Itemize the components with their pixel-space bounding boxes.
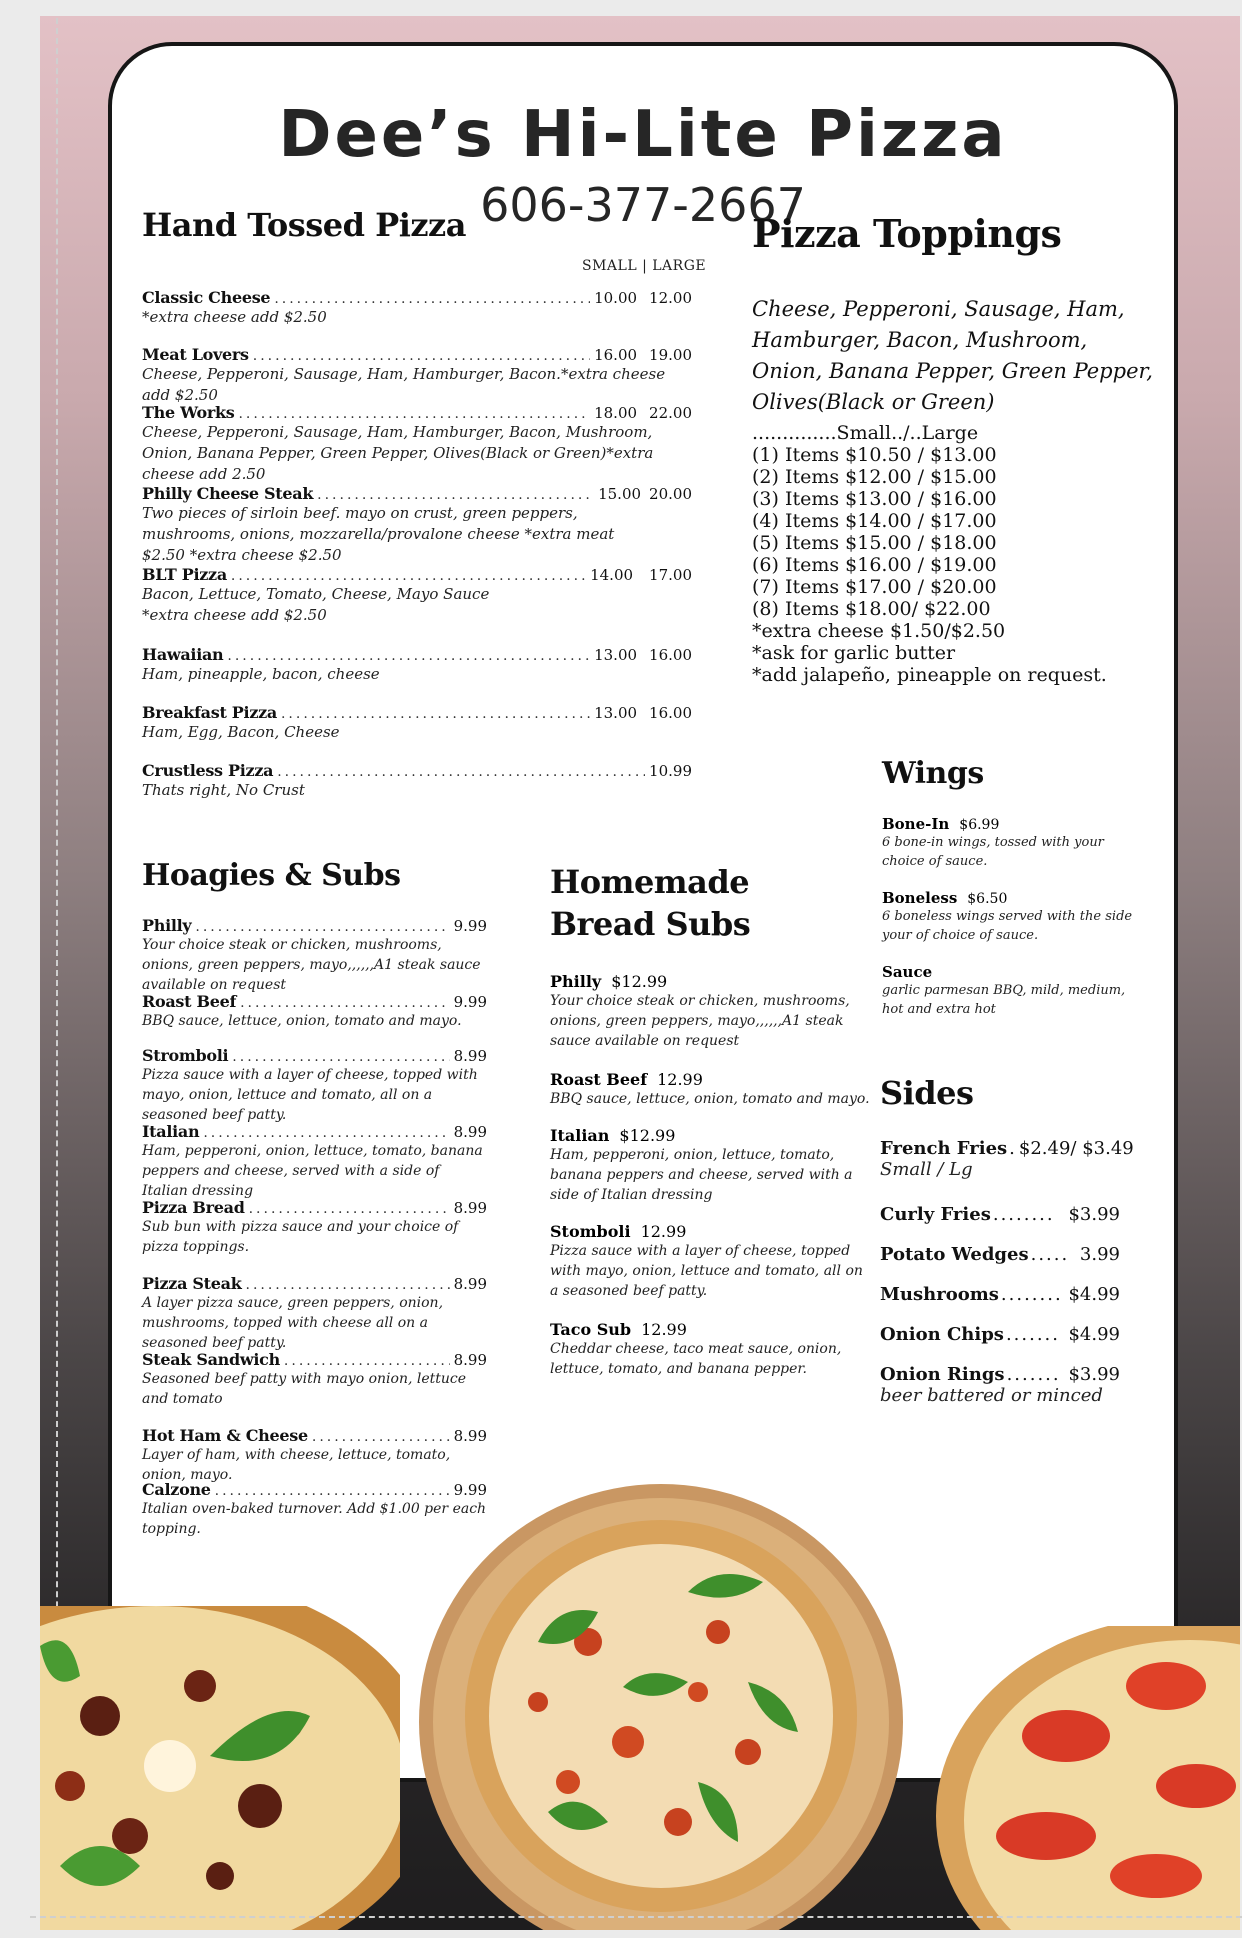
- item-price: 8.99: [453, 1427, 487, 1445]
- item-description: Pizza sauce with a layer of cheese, topped with mayo, onion, lettuce and tomato, all on a seasoned beef patty.: [550, 1243, 863, 1299]
- menu-item: [142, 1198, 487, 1274]
- menu-item: [142, 403, 692, 485]
- toppings-line: ..............Small../..Large: [752, 422, 979, 444]
- item-price-small: 18.00: [594, 404, 638, 422]
- item-price-large: 20.00: [649, 485, 692, 503]
- item-price-large: 17.00: [649, 566, 692, 584]
- item-price-large: 12.00: [649, 289, 692, 307]
- item-description-extra: *extra cheese add $2.50: [142, 606, 327, 624]
- item-name: Taco Sub: [550, 1320, 632, 1339]
- page-guide-line-bottom: [30, 1916, 1242, 1918]
- item-name: French Fries: [880, 1138, 1008, 1159]
- item-price: 9.99: [453, 993, 487, 1011]
- restaurant-title: Dee’s Hi-Lite Pizza: [278, 98, 1008, 172]
- menu-item: [880, 1204, 1120, 1244]
- item-description: Ham, pepperoni, onion, lettuce, tomato, banana peppers and cheese, served with a side of Italian dressing: [550, 1147, 853, 1203]
- item-name: The Works: [142, 403, 235, 422]
- item-name: Roast Beef: [142, 992, 237, 1011]
- item-description: 6 boneless wings served with the side your of choice of sauce.: [882, 909, 1133, 943]
- item-name: Pizza Bread: [142, 1198, 245, 1217]
- menu-item: [880, 1364, 1120, 1407]
- item-name: Crustless Pizza: [142, 761, 274, 780]
- item-description: Ham, Egg, Bacon, Cheese: [142, 723, 340, 741]
- item-leader: .: [1009, 1138, 1017, 1159]
- item-price: 8.99: [453, 1199, 487, 1217]
- item-price: $12.99: [611, 972, 668, 991]
- item-name: Onion Chips: [880, 1324, 1004, 1345]
- item-price: 9.99: [453, 917, 487, 935]
- item-name: Potato Wedges: [880, 1244, 1029, 1265]
- item-price: $4.99: [1068, 1324, 1120, 1345]
- item-description: 6 bone-in wings, tossed with your choice of sauce.: [882, 835, 1104, 869]
- item-price-small: 14.00: [590, 566, 634, 584]
- item-description: Small / Lg: [880, 1159, 973, 1180]
- item-price-small: 10.00: [594, 289, 638, 307]
- item-price: $2.49/ $3.49: [1018, 1138, 1134, 1159]
- menu-item: [882, 814, 1142, 871]
- item-price: 9.99: [453, 1481, 487, 1499]
- menu-item: [550, 1320, 870, 1379]
- item-name: Philly Cheese Steak: [142, 484, 314, 503]
- item-name: Philly: [550, 972, 602, 991]
- item-price: 8.99: [453, 1351, 487, 1369]
- bread-subs-list: [550, 972, 870, 1379]
- menu-item: [882, 962, 1142, 1019]
- toppings-list: Cheese, Pepperoni, Sausage, Ham, Hamburger, Bacon, Mushroom, Onion, Banana Pepper, Green Pepper, Olives(Black or Green): [752, 297, 1153, 414]
- menu-item: [142, 1122, 487, 1198]
- item-name: Italian: [142, 1122, 200, 1141]
- item-description: Cheese, Pepperoni, Sausage, Ham, Hamburger, Bacon.*extra cheese add $2.50: [142, 365, 666, 404]
- item-leader: .....: [1030, 1244, 1070, 1265]
- item-price-large: 16.00: [649, 646, 692, 664]
- menu-item: [142, 992, 487, 1046]
- item-name: Curly Fries: [880, 1204, 991, 1225]
- menu-item: [142, 761, 692, 801]
- item-description: Bacon, Lettuce, Tomato, Cheese, Mayo Sauce: [142, 585, 490, 603]
- item-leader: ........: [992, 1204, 1055, 1225]
- menu-item: [142, 1274, 487, 1350]
- menu-item: [142, 1350, 487, 1426]
- item-description: Two pieces of sirloin beef. mayo on crust, green peppers, mushrooms, onions, mozzarella/provalone cheese *extra meat $2.50 *extra cheese $2.50: [142, 504, 615, 564]
- item-description: garlic parmesan BBQ, mild, medium, hot and extra hot: [882, 983, 1126, 1017]
- menu-item: [550, 1070, 870, 1126]
- menu-item: [142, 645, 692, 685]
- item-name: Pizza Steak: [142, 1274, 242, 1293]
- item-description: Pizza sauce with a layer of cheese, topped with mayo, onion, lettuce and tomato, all on a seasoned beef patty.: [142, 1067, 478, 1123]
- item-name: Meat Lovers: [142, 345, 249, 364]
- item-name: BLT Pizza: [142, 565, 227, 584]
- item-price: 12.99: [657, 1070, 703, 1089]
- item-price-small: 15.00: [598, 485, 642, 503]
- item-price-large: 19.00: [649, 346, 692, 364]
- item-price: 12.99: [641, 1320, 687, 1339]
- sides-heading: Sides: [880, 1074, 974, 1112]
- menu-item: [882, 888, 1142, 945]
- toppings-line: *ask for garlic butter: [752, 642, 956, 664]
- item-description: BBQ sauce, lettuce, onion, tomato and mayo.: [142, 1013, 462, 1029]
- item-description: Ham, pineapple, bacon, cheese: [142, 665, 380, 683]
- toppings-heading: Pizza Toppings: [752, 211, 1062, 256]
- item-name: Onion Rings: [880, 1364, 1005, 1385]
- item-name: Philly: [142, 916, 192, 935]
- toppings-line: (3) Items $13.00 / $16.00: [752, 488, 997, 510]
- hoagies-heading: Hoagies & Subs: [142, 858, 401, 893]
- menu-item: [880, 1324, 1120, 1364]
- item-name: Italian: [550, 1126, 610, 1145]
- toppings-line: (2) Items $12.00 / $15.00: [752, 466, 997, 488]
- item-description: Your choice steak or chicken, mushrooms, onions, green peppers, mayo,,,,,,A1 steak sauce available on request: [550, 993, 850, 1049]
- item-price: 12.99: [640, 1222, 687, 1241]
- item-name: Roast Beef: [550, 1070, 648, 1089]
- menu-item: [142, 288, 692, 328]
- menu-item: [550, 1126, 870, 1222]
- item-price: $6.99: [959, 817, 1000, 833]
- item-leader: ........: [1000, 1284, 1063, 1305]
- item-price-large: 22.00: [649, 404, 692, 422]
- item-price: $3.99: [1068, 1204, 1120, 1225]
- item-description: beer battered or minced: [880, 1385, 1103, 1406]
- item-price: 3.99: [1079, 1244, 1120, 1265]
- item-name: Steak Sandwich: [142, 1350, 280, 1369]
- item-price-small: 16.00: [594, 346, 638, 364]
- menu-item: [550, 1222, 870, 1320]
- phone-number: 606-377-2667: [480, 178, 806, 232]
- item-price: 8.99: [453, 1047, 487, 1065]
- item-name: Mushrooms: [880, 1284, 999, 1305]
- item-name: Stromboli: [142, 1046, 229, 1065]
- toppings-line: (7) Items $17.00 / $20.00: [752, 576, 997, 598]
- menu-item: [142, 565, 692, 626]
- item-description: Cheddar cheese, taco meat sauce, onion, lettuce, tomato, and banana pepper.: [550, 1341, 842, 1377]
- menu-item: [142, 345, 692, 406]
- item-description: Ham, pepperoni, onion, lettuce, tomato, banana peppers and cheese, served with a side of Italian dressing: [142, 1143, 483, 1199]
- hoagies-list: [142, 916, 487, 1539]
- toppings-line: (4) Items $14.00 / $17.00: [752, 510, 997, 532]
- item-name: Calzone: [142, 1480, 211, 1499]
- hand-tossed-heading: Hand Tossed Pizza: [142, 206, 466, 244]
- item-name: Hot Ham & Cheese: [142, 1426, 308, 1445]
- menu-item: [142, 484, 692, 566]
- item-leader: .......: [1005, 1324, 1060, 1345]
- item-description: Layer of ham, with cheese, lettuce, tomato, onion, mayo.: [142, 1447, 451, 1483]
- pizza-photo-right: [936, 1626, 1240, 1930]
- item-price-small: 13.00: [594, 646, 638, 664]
- item-name: Boneless: [882, 889, 958, 907]
- menu-item: [142, 916, 487, 992]
- toppings-line: *add jalapeño, pineapple on request.: [752, 664, 1107, 686]
- item-price-large: 16.00: [649, 704, 692, 722]
- item-price: $3.99: [1068, 1364, 1120, 1385]
- menu-item: [142, 1046, 487, 1122]
- item-name: Breakfast Pizza: [142, 703, 277, 722]
- item-description: BBQ sauce, lettuce, onion, tomato and mayo.: [550, 1091, 870, 1107]
- item-description: A layer pizza sauce, green peppers, onion, mushrooms, topped with cheese all on a seasoned beef patty.: [142, 1295, 444, 1351]
- item-name: Hawaiian: [142, 645, 224, 664]
- item-name: Bone-In: [882, 815, 950, 833]
- toppings-line: (1) Items $10.50 / $13.00: [752, 444, 997, 466]
- item-description: Sub bun with pizza sauce and your choice of pizza toppings.: [142, 1219, 459, 1255]
- item-description: Italian oven-baked turnover. Add $1.00 per each topping.: [142, 1501, 487, 1537]
- pizza-photo-left: [40, 1606, 400, 1930]
- menu-item: [142, 1426, 487, 1483]
- item-description: Cheese, Pepperoni, Sausage, Ham, Hamburger, Bacon, Mushroom, Onion, Banana Pepper, Green Pepper, Olives(Black or Green)*extra cheese add 2.50: [142, 423, 654, 483]
- item-name: Classic Cheese: [142, 288, 271, 307]
- menu-item: [880, 1138, 1134, 1204]
- toppings-line: *extra cheese $1.50/$2.50: [752, 620, 1006, 642]
- item-description: *extra cheese add $2.50: [142, 308, 327, 326]
- item-leader: .......: [1006, 1364, 1061, 1385]
- bread-subs-heading: Homemade Bread Subs: [550, 863, 751, 943]
- menu-item: [880, 1244, 1120, 1284]
- item-price: 8.99: [453, 1123, 487, 1141]
- item-price: $6.50: [967, 891, 1008, 907]
- toppings-pricing: [752, 422, 1162, 686]
- size-label: SMALL | LARGE: [582, 258, 707, 274]
- item-price-small: 13.00: [594, 704, 638, 722]
- item-price: $4.99: [1068, 1284, 1120, 1305]
- item-price: 8.99: [453, 1275, 487, 1293]
- item-description: Seasoned beef patty with mayo onion, lettuce and tomato: [142, 1371, 467, 1407]
- wings-heading: Wings: [882, 756, 984, 791]
- menu-item: [880, 1284, 1120, 1324]
- item-name: Sauce: [882, 963, 933, 981]
- toppings-line: (8) Items $18.00/ $22.00: [752, 598, 991, 620]
- item-description: Thats right, No Crust: [142, 781, 305, 799]
- toppings-line: (5) Items $15.00 / $18.00: [752, 532, 997, 554]
- pizza-photo-center: [418, 1482, 904, 1930]
- sides-list: [880, 1138, 1134, 1407]
- item-name: Stomboli: [550, 1222, 631, 1241]
- menu-item: [550, 972, 870, 1070]
- toppings-line: (6) Items $16.00 / $19.00: [752, 554, 997, 576]
- menu-item: [142, 703, 692, 743]
- item-description: Your choice steak or chicken, mushrooms, onions, green peppers, mayo,,,,,,A1 steak sauce available on request: [142, 937, 481, 993]
- item-price: $12.99: [619, 1126, 676, 1145]
- item-price: 10.99: [649, 762, 692, 780]
